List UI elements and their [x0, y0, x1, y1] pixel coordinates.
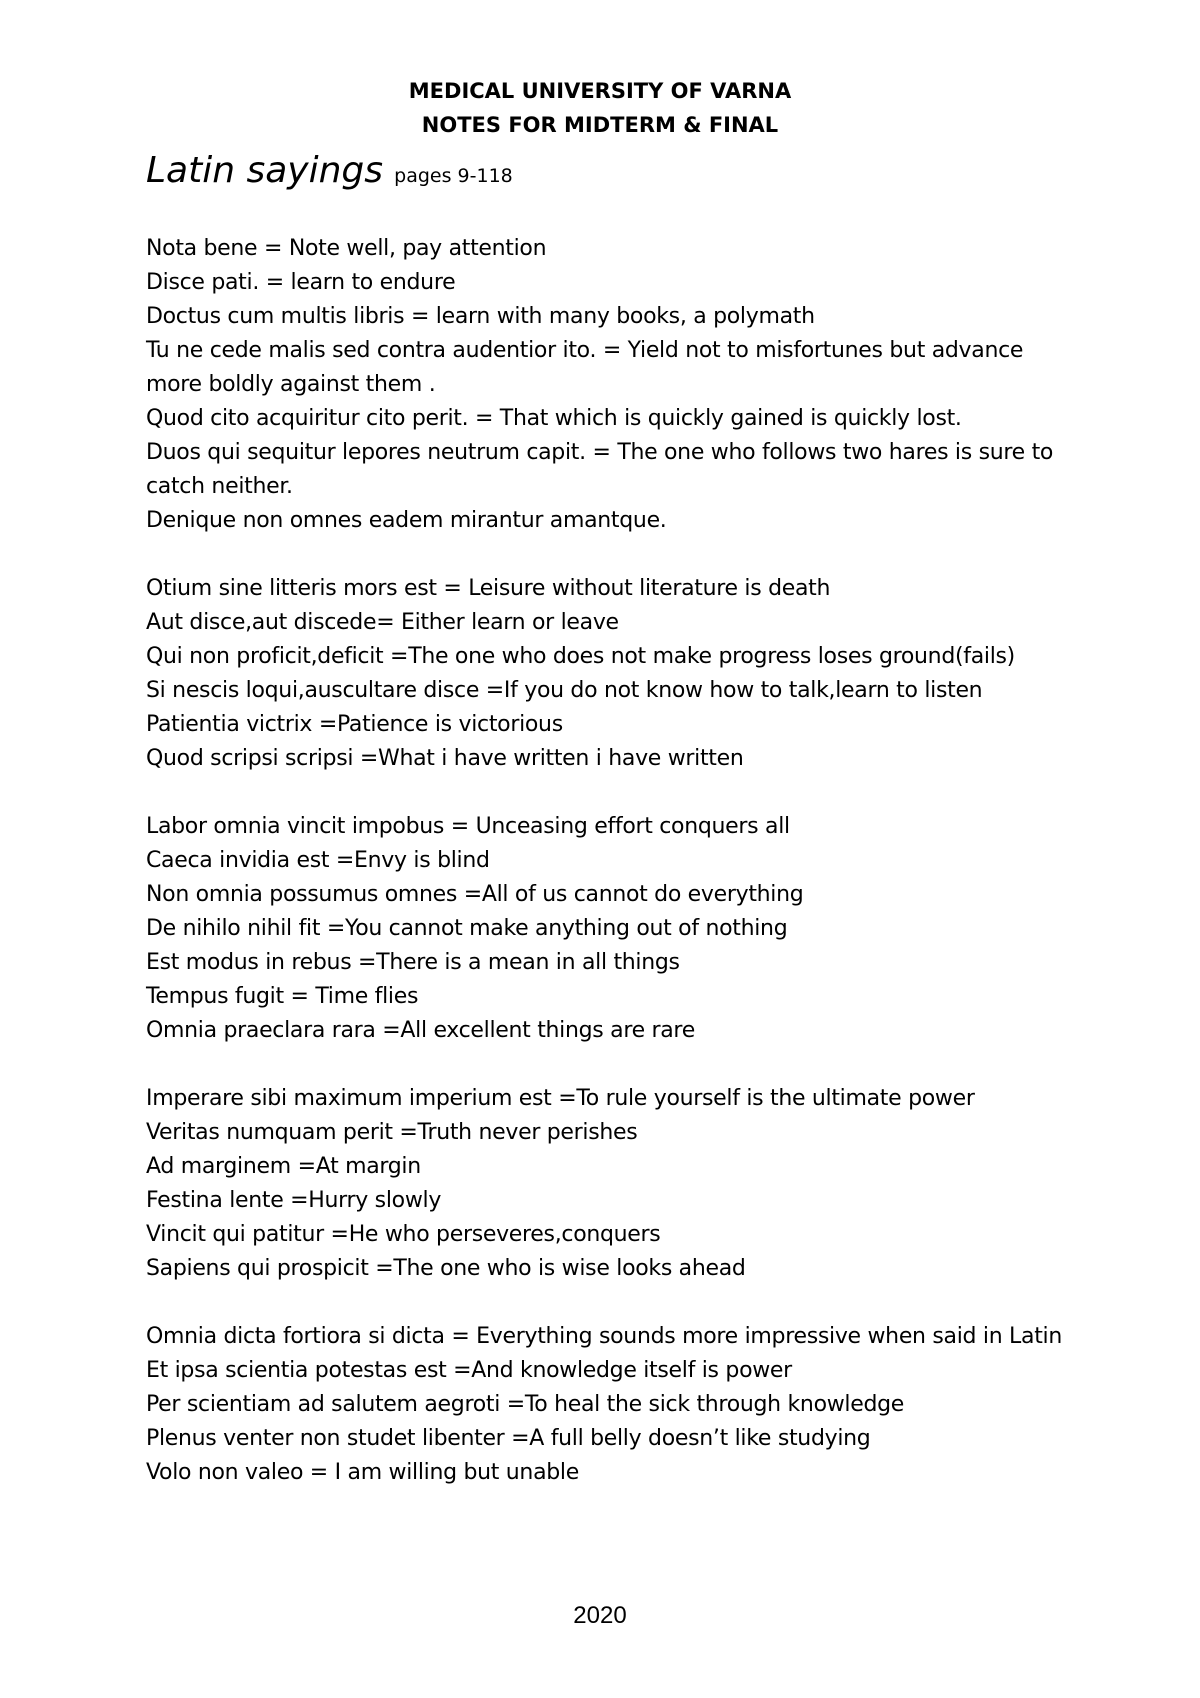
saying-line: Festina lente =Hurry slowly	[146, 1188, 442, 1213]
sayings-group-2	[146, 572, 1066, 776]
saying-line: Quod scripsi scripsi =What i have written i have written	[146, 746, 744, 771]
saying-line: De nihilo nihil fit =You cannot make anything out of nothing	[146, 916, 788, 941]
saying-line: Labor omnia vincit impobus = Unceasing effort conquers all	[146, 814, 790, 839]
saying-line: Non omnia possumus omnes =All of us cannot do everything	[146, 882, 804, 907]
saying-line: Et ipsa scientia potestas est =And knowledge itself is power	[146, 1358, 792, 1383]
saying-line: Denique non omnes eadem mirantur amantque.	[146, 508, 667, 533]
sayings-group-3	[146, 810, 1066, 1048]
sayings-group-4	[146, 1082, 1066, 1286]
saying-line: Doctus cum multis libris = learn with many books, a polymath	[146, 304, 815, 329]
header-university: MEDICAL UNIVERSITY OF VARNA	[408, 79, 792, 103]
saying-line: Duos qui sequitur lepores neutrum capit. = The one who follows two hares is sure to catch neither.	[146, 440, 1054, 499]
sayings-group-5	[146, 1320, 1066, 1490]
saying-line: Omnia dicta fortiora si dicta = Everything sounds more impressive when said in Latin	[146, 1324, 1062, 1349]
saying-line: Tempus fugit = Time flies	[146, 984, 419, 1009]
document-header	[0, 74, 1200, 142]
section-pages: pages 9-118	[394, 165, 513, 187]
saying-line: Otium sine litteris mors est = Leisure without literature is death	[146, 576, 831, 601]
saying-line: Sapiens qui prospicit =The one who is wise looks ahead	[146, 1256, 746, 1281]
saying-line: Aut disce,aut discede= Either learn or leave	[146, 610, 619, 635]
saying-line: Si nescis loqui,auscultare disce =If you do not know how to talk,learn to listen	[146, 678, 983, 703]
sayings-group-1	[146, 232, 1066, 538]
saying-line: Veritas numquam perit =Truth never perishes	[146, 1120, 638, 1145]
saying-line: Vincit qui patitur =He who perseveres,conquers	[146, 1222, 661, 1247]
saying-line: Plenus venter non studet libenter =A full belly doesn’t like studying	[146, 1426, 871, 1451]
saying-line: Est modus in rebus =There is a mean in all things	[146, 950, 680, 975]
section-title-row	[146, 150, 513, 191]
saying-line: Imperare sibi maximum imperium est =To rule yourself is the ultimate power	[146, 1086, 975, 1111]
saying-line: Tu ne cede malis sed contra audentior ito. = Yield not to misfortunes but advance more boldly against them .	[146, 338, 1024, 397]
saying-line: Quod cito acquiritur cito perit. = That which is quickly gained is quickly lost.	[146, 406, 962, 431]
header-notes-title: NOTES FOR MIDTERM & FINAL	[421, 113, 779, 137]
saying-line: Caeca invidia est =Envy is blind	[146, 848, 490, 873]
section-title: Latin sayings	[146, 150, 384, 191]
saying-line: Ad marginem =At margin	[146, 1154, 421, 1179]
saying-line: Qui non proficit,deficit =The one who does not make progress loses ground(fails)	[146, 644, 1015, 669]
saying-line: Omnia praeclara rara =All excellent things are rare	[146, 1018, 695, 1043]
saying-line: Disce pati. = learn to endure	[146, 270, 456, 295]
saying-line: Volo non valeo = I am willing but unable	[146, 1460, 579, 1485]
sayings-list	[146, 232, 1066, 1524]
saying-line: Patientia victrix =Patience is victorious	[146, 712, 563, 737]
page-footer-year: 2020	[573, 1602, 627, 1629]
saying-line: Per scientiam ad salutem aegroti =To heal the sick through knowledge	[146, 1392, 905, 1417]
saying-line: Nota bene = Note well, pay attention	[146, 236, 547, 261]
